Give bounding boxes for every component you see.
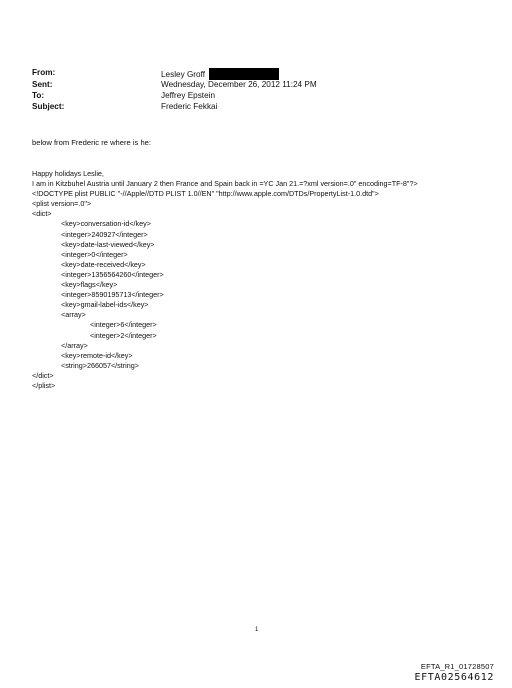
body-line: <integer>240927</integer>	[61, 229, 148, 239]
subject-label: Subject:	[32, 102, 65, 111]
subject-value: Frederic Fekkai	[161, 102, 218, 111]
bates-number: EFTA02564612	[414, 672, 494, 683]
from-value	[161, 68, 279, 80]
body-line: <key>flags</key>	[61, 280, 118, 290]
body-line: <integer>0</integer>	[61, 249, 128, 259]
body-line: <dict>	[32, 209, 52, 219]
body-line: <key>remote-id</key>	[61, 350, 133, 360]
redaction-box	[209, 68, 279, 80]
body-line: <key>conversation-id</key>	[61, 219, 151, 229]
body-line: </array>	[61, 340, 88, 350]
body-line: I am in Kitzbuhel Austria until January 2 then France and Spain back in =YC Jan 21.=?xml version=.0" encoding=TF-8"?>	[32, 179, 418, 189]
body-line: <integer>2</integer>	[90, 330, 157, 340]
body-line: <!DOCTYPE plist PUBLIC "-//Apple//DTD PLIST 1.0//EN" "http://www.apple.com/DTDs/PropertyList-1.0.dtd">	[32, 189, 379, 199]
body-line: <integer>6</integer>	[90, 320, 157, 330]
body-line: <key>date-received</key>	[61, 259, 146, 269]
body-line: </plist>	[32, 380, 56, 390]
to-label: To:	[32, 91, 45, 100]
page-number: 1	[255, 627, 259, 633]
body-line: <key>date-last-viewed</key>	[61, 239, 155, 249]
body-line: <integer>8590195713</integer>	[61, 290, 164, 300]
message-body	[32, 169, 502, 391]
body-line: </dict>	[32, 370, 54, 380]
document-id: EFTA_R1_01728507	[420, 662, 494, 671]
body-line: <key>gmail-label-ids</key>	[61, 300, 149, 310]
body-line: <integer>1356564260</integer>	[61, 269, 164, 279]
body-line: <string>266057</string>	[61, 360, 139, 370]
body-line: Happy holidays Leslie,	[32, 169, 104, 178]
to-value: Jeffrey Epstein	[161, 91, 216, 100]
sent-label: Sent:	[32, 80, 53, 89]
body-line: <array>	[61, 310, 86, 320]
sent-value: Wednesday, December 26, 2012 11:24 PM	[161, 80, 317, 89]
from-name: Lesley Groff	[161, 70, 205, 79]
from-label: From:	[32, 68, 56, 77]
body-line: <plist version=.0">	[32, 199, 92, 209]
intro-text: below from Frederic re where is he:	[32, 138, 152, 147]
